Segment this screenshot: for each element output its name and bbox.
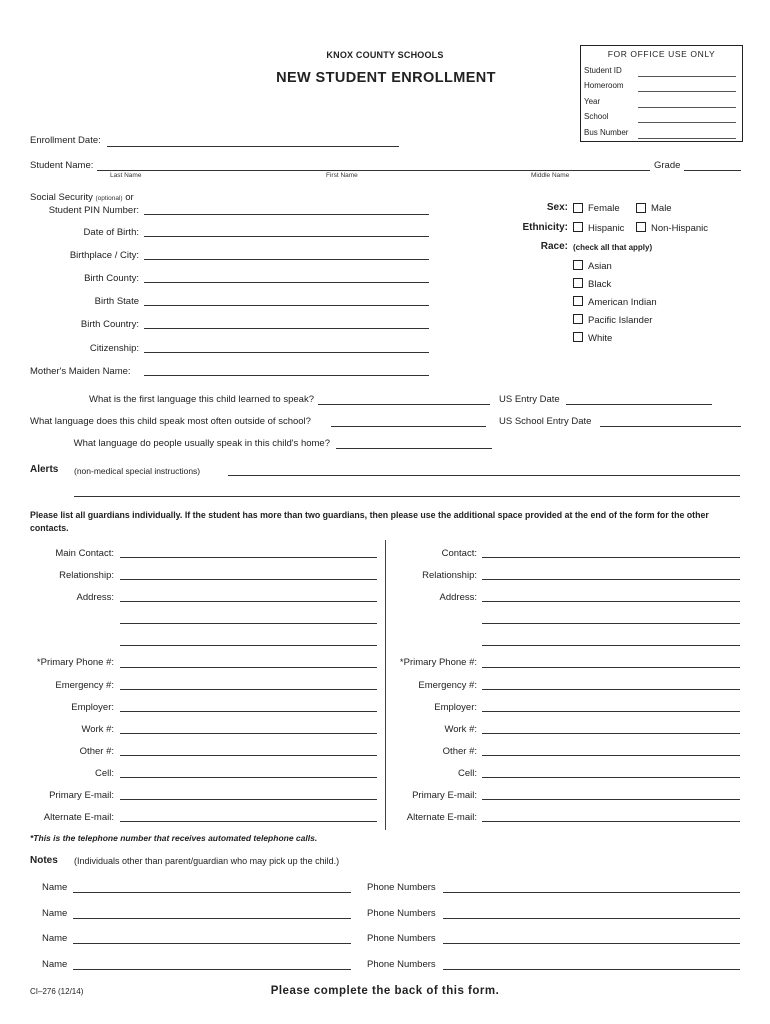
race-label: Race: [540,241,568,252]
right-primary-phone-field[interactable] [482,667,740,668]
form-title: NEW STUDENT ENROLLMENT [276,70,496,86]
grade-label: Grade [654,160,681,171]
notes-phone-field-3[interactable] [443,943,740,944]
mothers-maiden-label: Mother's Maiden Name: [30,366,131,377]
office-bus-label: Bus Number [584,128,629,137]
left-cell-field[interactable] [120,777,377,778]
alerts-label: Alerts [30,464,59,475]
left-cell-label: Cell: [94,768,114,779]
office-student-id-label: Student ID [584,66,622,75]
middle-name-caption: Middle Name [531,172,570,179]
home-language-field[interactable] [336,448,492,449]
office-homeroom-field[interactable] [638,91,736,92]
notes-phone-field-1[interactable] [443,892,740,893]
notes-phone-field-2[interactable] [443,918,740,919]
right-other-field[interactable] [482,755,740,756]
birth-county-field[interactable] [144,282,429,283]
left-relationship-label: Relationship: [59,570,114,581]
notes-phone-label-3: Phone Numbers [367,933,436,944]
left-emergency-label: Emergency #: [55,680,114,691]
right-address-field-1[interactable] [482,601,740,602]
office-homeroom-label: Homeroom [584,81,624,90]
right-email2-label: Alternate E-mail: [406,812,477,823]
notes-name-label-3: Name [42,933,68,944]
race-white-label: White [588,333,613,344]
left-work-label: Work #: [81,724,114,735]
notes-name-field-2[interactable] [73,918,351,919]
notes-name-label-4: Name [42,959,68,970]
us-school-entry-date-label: US School Entry Date [499,416,592,427]
guardian-instructions: Please list all guardians individually. If the student has more than two guardians, then please use the additional space provided at the end of the form for the other contacts. [30,510,709,533]
right-email2-field[interactable] [482,821,740,822]
left-other-field[interactable] [120,755,377,756]
outside-school-language-field[interactable] [331,426,486,427]
student-name-label: Student Name: [30,160,94,171]
notes-description: (Individuals other than parent/guardian who may pick up the child.) [74,856,340,866]
ssn-or-text: or [122,192,134,203]
phone-footnote: *This is the telephone number that receives automated telephone calls. [30,833,318,843]
race-note: (check all that apply) [573,243,653,252]
us-school-entry-date-field[interactable] [600,426,741,427]
right-address-field-2[interactable] [482,623,740,624]
us-entry-date-field[interactable] [566,404,712,405]
notes-name-label-1: Name [42,882,68,893]
us-entry-date-label: US Entry Date [499,394,560,405]
first-language-label: What is the first language this child learned to speak? [89,394,314,405]
race-black-label: Black [588,279,612,290]
female-checkbox[interactable] [573,203,583,213]
office-year-label: Year [584,97,601,106]
citizenship-label: Citizenship: [89,343,139,354]
footer-note: Please complete the back of this form. [270,985,500,997]
left-email1-field[interactable] [120,799,377,800]
office-school-field[interactable] [638,122,736,123]
left-email1-label: Primary E-mail: [49,790,114,801]
right-other-label: Other #: [442,746,477,757]
right-cell-label: Cell: [457,768,477,779]
birth-country-label: Birth Country: [80,319,139,330]
sex-label: Sex: [546,202,568,213]
race-pacific-islander-checkbox[interactable] [573,314,583,324]
dob-field[interactable] [144,236,429,237]
race-american-indian-label: American Indian [588,297,657,308]
ssn-label-line1 [30,192,134,203]
left-email2-label: Alternate E-mail: [43,812,114,823]
birth-state-field[interactable] [144,305,429,306]
right-relationship-label: Relationship: [422,570,477,581]
left-primary-phone-field[interactable] [120,667,377,668]
notes-label: Notes [30,855,58,866]
right-cell-field[interactable] [482,777,740,778]
notes-phone-label-1: Phone Numbers [367,882,436,893]
right-work-label: Work #: [444,724,477,735]
office-school-label: School [584,112,609,121]
male-checkbox[interactable] [636,203,646,213]
left-relationship-field[interactable] [120,579,377,580]
birth-county-label: Birth County: [84,273,139,284]
form-number: CI–276 (12/14) [30,987,84,996]
ssn-optional-note: (optional) [95,195,123,202]
last-name-caption: Last Name [110,172,142,179]
left-address-field-3[interactable] [120,645,377,646]
race-black-checkbox[interactable] [573,278,583,288]
race-asian-checkbox[interactable] [573,260,583,270]
left-primary-phone-label: *Primary Phone #: [36,657,114,668]
main-contact-field[interactable] [120,557,377,558]
first-language-field[interactable] [318,404,490,405]
notes-phone-label-2: Phone Numbers [367,908,436,919]
office-student-id-field[interactable] [638,76,736,77]
left-address-field-2[interactable] [120,623,377,624]
student-name-field[interactable] [97,170,650,171]
office-use-box [580,45,743,142]
birthplace-label: Birthplace / City: [69,250,139,261]
left-work-field[interactable] [120,733,377,734]
right-contact-label: Contact: [441,548,477,559]
right-address-field-3[interactable] [482,645,740,646]
race-white-checkbox[interactable] [573,332,583,342]
right-email1-label: Primary E-mail: [412,790,477,801]
right-emergency-label: Emergency #: [418,680,477,691]
right-employer-label: Employer: [434,702,477,713]
enrollment-date-field[interactable] [107,146,399,147]
left-address-field-1[interactable] [120,601,377,602]
ssn-label-text: Social Security [30,192,96,203]
right-contact-field[interactable] [482,557,740,558]
enrollment-date-label: Enrollment Date: [30,135,101,146]
outside-school-language-label: What language does this child speak most often outside of school? [30,416,311,427]
office-use-title: FOR OFFICE USE ONLY [607,49,716,59]
right-relationship-field[interactable] [482,579,740,580]
notes-name-field-4[interactable] [73,969,351,970]
ssn-pin-field[interactable] [144,214,429,215]
mothers-maiden-field[interactable] [144,375,429,376]
alerts-field-line-1[interactable] [228,475,740,476]
race-american-indian-checkbox[interactable] [573,296,583,306]
female-label: Female [588,203,620,214]
office-year-field[interactable] [638,107,736,108]
birthplace-field[interactable] [144,259,429,260]
hispanic-checkbox[interactable] [573,222,583,232]
dob-label: Date of Birth: [83,227,139,238]
ethnicity-label: Ethnicity: [522,222,568,233]
main-contact-label: Main Contact: [55,548,114,559]
race-asian-label: Asian [588,261,612,272]
home-language-label: What language do people usually speak in this child's home? [73,438,330,449]
birth-state-label: Birth State [94,296,139,307]
male-label: Male [651,203,672,214]
notes-name-field-3[interactable] [73,943,351,944]
hispanic-label: Hispanic [588,223,625,234]
alerts-note: (non-medical special instructions) [74,466,201,476]
right-email1-field[interactable] [482,799,740,800]
right-primary-phone-label: *Primary Phone #: [399,657,477,668]
birth-country-field[interactable] [144,328,429,329]
citizenship-field[interactable] [144,352,429,353]
student-pin-label: Student PIN Number: [48,205,139,216]
right-emergency-field[interactable] [482,689,740,690]
right-address-label: Address: [439,592,477,603]
left-emergency-field[interactable] [120,689,377,690]
notes-phone-field-4[interactable] [443,969,740,970]
race-pacific-islander-label: Pacific Islander [588,315,653,326]
left-other-label: Other #: [79,746,114,757]
non-hispanic-label: Non-Hispanic [651,223,709,234]
school-name: KNOX COUNTY SCHOOLS [326,50,444,60]
first-name-caption: First Name [326,172,358,179]
notes-name-field-1[interactable] [73,892,351,893]
office-bus-field[interactable] [638,138,736,139]
right-work-field[interactable] [482,733,740,734]
right-employer-field[interactable] [482,711,740,712]
alerts-field-line-2[interactable] [74,496,740,497]
non-hispanic-checkbox[interactable] [636,222,646,232]
left-email2-field[interactable] [120,821,377,822]
grade-field[interactable] [684,170,741,171]
notes-phone-label-4: Phone Numbers [367,959,436,970]
left-employer-field[interactable] [120,711,377,712]
left-address-label: Address: [76,592,114,603]
notes-name-label-2: Name [42,908,68,919]
left-employer-label: Employer: [71,702,114,713]
